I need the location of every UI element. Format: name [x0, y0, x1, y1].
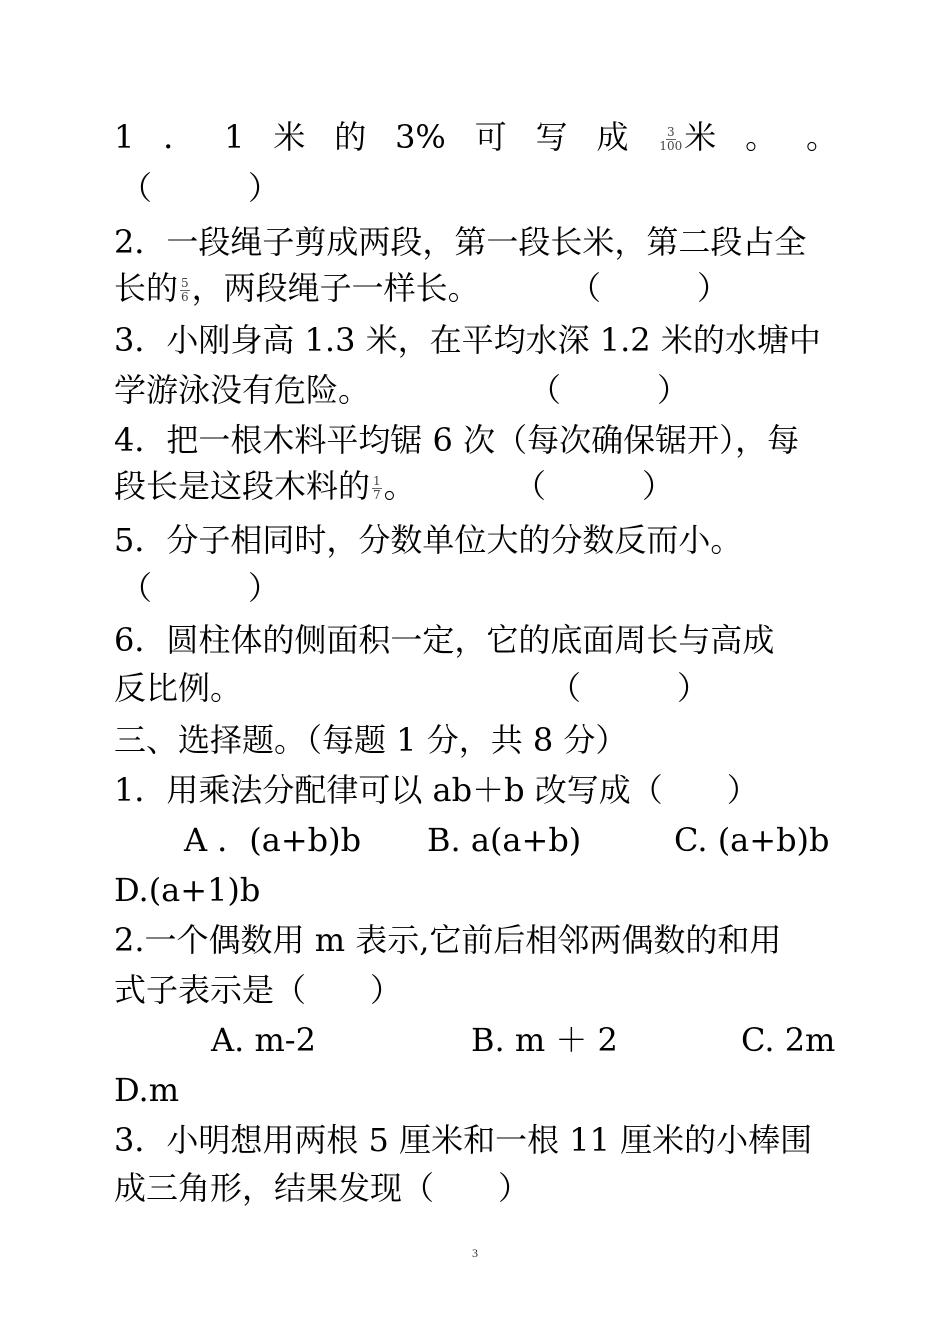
option-d[interactable]: D.(a+1)b — [114, 871, 261, 909]
answer-paren[interactable]: （ ） — [569, 269, 730, 307]
answer-paren[interactable]: （ ） — [120, 169, 281, 207]
fraction-numerator: 5 — [181, 276, 189, 290]
option-d[interactable]: D.m — [114, 1071, 180, 1109]
q1-fraction-unit — [657, 117, 716, 157]
q2-text-post: ，两段绳子一样长。 — [191, 269, 480, 307]
fraction — [180, 277, 190, 304]
option-b[interactable]: B. a(a+b) — [427, 821, 582, 859]
q1-token: 米 — [684, 118, 717, 156]
judge-q3-line1: 3．小刚身高 1.3 米，在平均水深 1.2 米的水塘中 — [114, 321, 821, 359]
q1-token: 。 — [745, 118, 778, 156]
q1-token: ． — [163, 118, 196, 156]
fraction — [659, 126, 682, 153]
q1-token: 的 — [334, 118, 367, 156]
option-a[interactable]: A. m-2 — [211, 1021, 316, 1059]
judge-q5-line1: 5．分子相同时，分数单位大的分数反而小。 — [114, 521, 743, 559]
q1-token: 写 — [535, 118, 568, 156]
q4-text-pre: 段长是这段木料的 — [114, 467, 371, 505]
q1-token: 。 — [805, 118, 838, 156]
choice-q3-line2: 成三角形，结果发现（ ） — [114, 1169, 531, 1207]
fraction-numerator: 1 — [373, 474, 381, 488]
judge-q4-line1: 4．把一根木料平均锯 6 次（每次确保锯开），每 — [114, 421, 800, 459]
judge-q3-line2 — [114, 370, 838, 410]
fraction-denominator: 6 — [181, 290, 189, 304]
answer-paren[interactable]: （ ） — [529, 371, 690, 409]
option-b[interactable]: B. m ＋ 2 — [471, 1021, 618, 1059]
judge-q2-line1: 2．一段绳子剪成两段，第一段长米，第二段占全 — [114, 223, 807, 261]
judge-q2-line2 — [114, 268, 838, 308]
fraction-denominator: 7 — [373, 488, 381, 502]
fraction-numerator: 3 — [666, 125, 675, 139]
option-a[interactable]: A ．(a+b)b — [184, 821, 362, 859]
choice-q1-stem: 1．用乘法分配律可以 ab＋b 改写成（ ） — [114, 771, 759, 809]
choice-q3-line1: 3．小明想用两根 5 厘米和一根 11 厘米的小棒围 — [114, 1121, 813, 1159]
answer-paren[interactable]: （ ） — [120, 569, 281, 607]
q6-text: 反比例。 — [114, 669, 243, 707]
choice-q2-line1: 2.一个偶数用 m 表示,它前后相邻两偶数的和用 — [114, 921, 782, 959]
option-c[interactable]: C. 2m — [741, 1021, 836, 1059]
q2-text-pre: 长的 — [114, 269, 179, 307]
answer-paren[interactable]: （ ） — [514, 467, 675, 505]
section-heading: 三、选择题。（每题 1 分，共 8 分） — [114, 721, 628, 759]
page-number: 3 — [472, 1246, 478, 1260]
q1-token: 1 — [224, 118, 245, 156]
judge-q1-line1 — [114, 117, 838, 157]
judge-q6-line2 — [114, 668, 838, 708]
q1-token: 1 — [114, 118, 135, 156]
q3-text: 学游泳没有危险。 — [114, 371, 371, 409]
fraction-denominator: 100 — [659, 139, 683, 153]
fraction — [372, 475, 382, 502]
q1-token: 3% — [395, 118, 446, 156]
judge-q4-line2 — [114, 466, 838, 506]
q4-text-post: 。 — [383, 467, 416, 505]
judge-q6-line1: 6．圆柱体的侧面积一定，它的底面周长与高成 — [114, 621, 775, 659]
answer-paren[interactable]: （ ） — [549, 669, 710, 707]
q1-token: 可 — [474, 118, 507, 156]
q1-token: 成 — [596, 118, 629, 156]
option-c[interactable]: C. (a+b)b — [674, 821, 830, 859]
choice-q2-line2: 式子表示是（ ） — [114, 971, 403, 1009]
choice-q1-options — [114, 820, 838, 860]
choice-q2-options — [114, 1020, 838, 1060]
q1-token: 米 — [273, 118, 306, 156]
